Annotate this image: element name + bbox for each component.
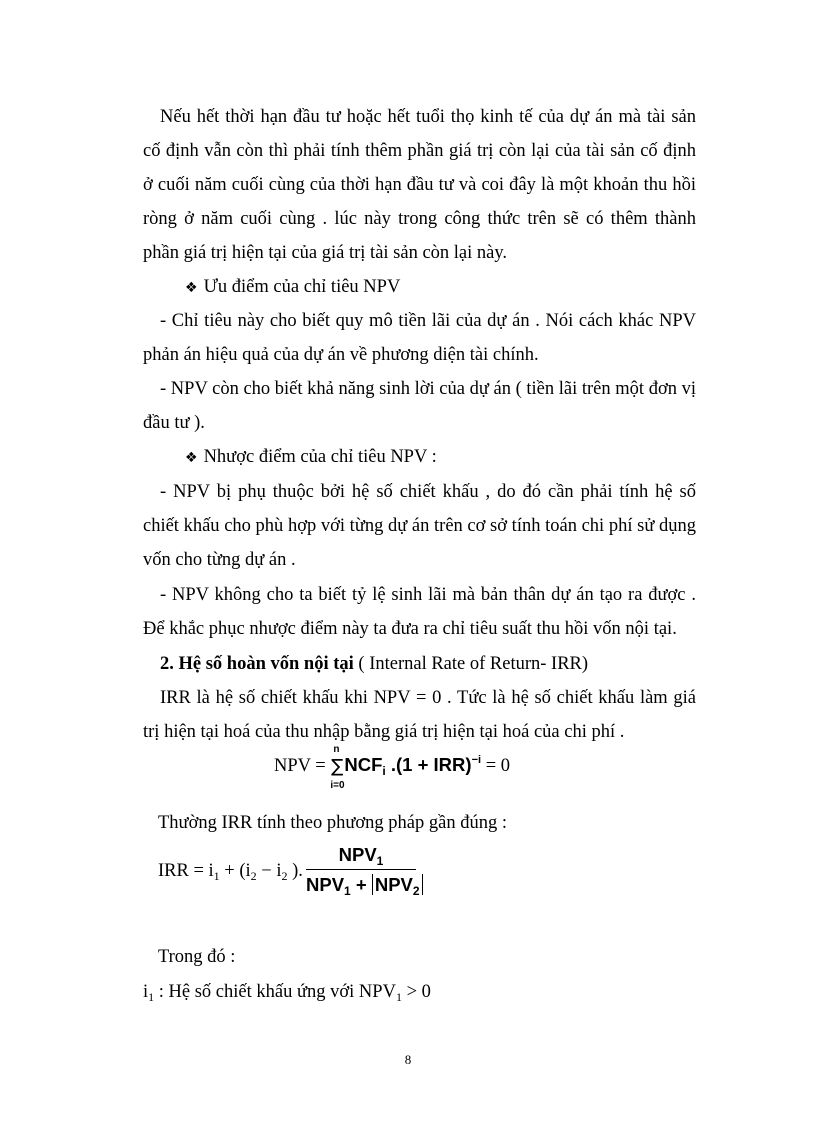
paragraph-irr-approximation: Thường IRR tính theo phương pháp gần đúng : (158, 813, 507, 833)
denominator-npv2: NPV (374, 874, 413, 895)
definition-i1 (143, 975, 431, 1009)
paragraph-npv-advantage-1: - Chỉ tiêu này cho biết quy mô tiền lãi của dự án . Nói cách khác NPV phản án hiệu quả của dự án về phương diện tài chính. (143, 311, 696, 365)
definition-var-subscript: 1 (148, 990, 155, 1004)
absolute-value-npv2 (372, 874, 423, 898)
summation-upper-limit: n (333, 743, 340, 755)
ncf-subscript: i (382, 764, 386, 778)
section-heading-irr (160, 647, 588, 681)
npv-formula-term (344, 754, 482, 778)
irr-minus: − i (256, 861, 282, 881)
definition-condition: > 0 (401, 982, 431, 1002)
npv-formula-lhs: NPV = (274, 756, 326, 776)
paragraph-irr-definition: IRR là hệ số chiết khấu khi NPV = 0 . Tức là hệ số chiết khấu làm giá trị hiện tại hoá của thu nhập bằng giá trị hiện tại hoá của chi phí . (143, 688, 696, 742)
paragraph-npv-disadvantage-1: - NPV bị phụ thuộc bởi hệ số chiết khấu , do đó cần phải tính hệ số chiết khấu cho phù hợp với từng dự án trên cơ sở tính toán chi phí sử dụng vốn cho từng dự án . (143, 482, 696, 570)
irr-fraction (306, 842, 420, 898)
fraction-bar (306, 869, 416, 870)
definition-var: i (143, 982, 149, 1002)
discount-factor: .(1 + IRR) (385, 754, 472, 775)
npv-formula-rhs: = 0 (481, 756, 510, 776)
irr-close: ). (287, 861, 303, 881)
bullet-npv-advantages (185, 270, 400, 305)
paragraph-npv-advantage-2: - NPV còn cho biết khả năng sinh lời của dự án ( tiền lãi trên một đơn vị đầu tư ). (143, 379, 696, 433)
diamond-bullet-icon: ❖ (185, 450, 198, 466)
denominator-npv1-subscript: 1 (344, 884, 351, 898)
irr-lhs-text: IRR = i (158, 861, 214, 881)
diamond-bullet-icon: ❖ (185, 280, 198, 296)
section-heading-irr-title: 2. Hệ số hoàn vốn nội tại (160, 654, 354, 674)
irr-denominator (306, 872, 420, 898)
npv-formula (274, 743, 510, 798)
irr-plus: + (i (219, 861, 251, 881)
sigma-icon: ∑ (331, 755, 344, 777)
denominator-plus: + (350, 874, 372, 895)
definition-text: : Hệ số chiết khấu ứng với NPV (154, 982, 396, 1002)
summation-symbol (330, 743, 345, 791)
paragraph-npv-disadvantage-2: - NPV không cho ta biết tỷ lệ sinh lãi mà bản thân dự án tạo ra được . Để khắc phục nhược điểm này ta đưa ra chỉ tiêu suất thu hồi vốn nội tại. (143, 585, 696, 639)
definition-npv-subscript: 1 (395, 990, 402, 1004)
i1-subscript: 1 (213, 869, 220, 883)
denominator-npv2-subscript: 2 (412, 884, 420, 898)
paragraph-residual-value: Nếu hết thời hạn đầu tư hoặc hết tuổi thọ kinh tế của dự án mà tài sản cố định vẫn còn thì phải tính thêm phần giá trị còn lại của tài sản cố định ở cuối năm cuối cùng của thời hạn đầu tư và coi đây là một khoản thu hồi ròng ở năm cuối cùng . lúc này trong công thức trên sẽ có thêm thành phần giá trị hiện tại của giá trị tài sản còn lại này. (143, 107, 696, 263)
discount-exponent: −i (471, 754, 482, 766)
bullet-npv-disadvantages (185, 440, 437, 475)
denominator-npv1: NPV (306, 874, 345, 895)
bullet-npv-advantages-text: Ưu điểm của chỉ tiêu NPV (203, 277, 401, 297)
i2-subscript: 2 (250, 869, 257, 883)
ncf-label: NCF (344, 754, 383, 775)
numerator-npv: NPV (338, 844, 377, 865)
irr-formula-lhs (158, 854, 303, 888)
page-number: 8 (404, 1052, 412, 1067)
irr-formula (158, 842, 438, 900)
bullet-npv-disadvantages-text: Nhược điểm của chỉ tiêu NPV : (203, 447, 437, 467)
summation-lower-limit: i=0 (330, 779, 345, 791)
paragraph-where: Trong đó : (158, 947, 236, 967)
i2b-subscript: 2 (281, 869, 288, 883)
irr-numerator (306, 842, 416, 868)
section-heading-irr-subtitle: ( Internal Rate of Return- IRR) (353, 654, 589, 674)
numerator-subscript: 1 (376, 854, 384, 868)
